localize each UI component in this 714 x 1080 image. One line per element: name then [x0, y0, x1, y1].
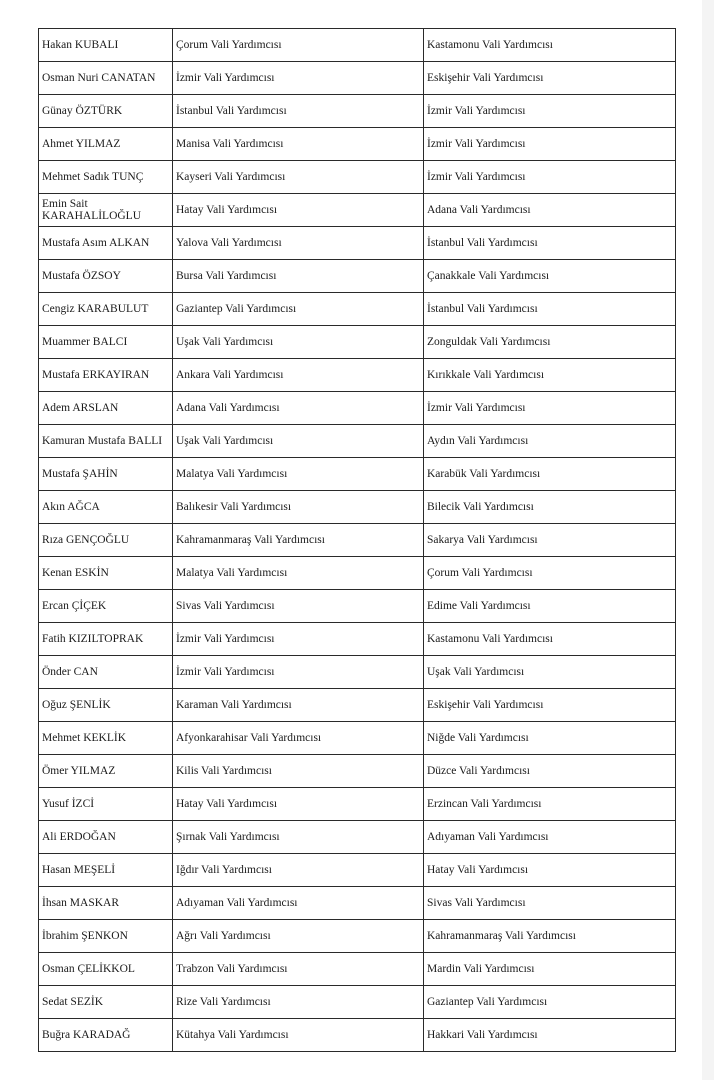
current-post-cell: Iğdır Vali Yardımcısı [173, 854, 424, 887]
table-row [39, 458, 676, 491]
current-post-cell: Ankara Vali Yardımcısı [173, 359, 424, 392]
table-row [39, 491, 676, 524]
person-name-cell: Mehmet Sadık TUNÇ [39, 161, 173, 194]
new-post-cell: İzmir Vali Yardımcısı [424, 392, 676, 425]
new-post-cell: Eskişehir Vali Yardımcısı [424, 689, 676, 722]
new-post-cell: Mardin Vali Yardımcısı [424, 953, 676, 986]
person-name-cell: Muammer BALCI [39, 326, 173, 359]
current-post-cell: Malatya Vali Yardımcısı [173, 458, 424, 491]
table-row [39, 1019, 676, 1052]
table-row [39, 722, 676, 755]
person-name-cell: Yusuf İZCİ [39, 788, 173, 821]
current-post-cell: Hatay Vali Yardımcısı [173, 194, 424, 227]
person-name-cell: Ercan ÇİÇEK [39, 590, 173, 623]
person-name-cell: Mustafa Asım ALKAN [39, 227, 173, 260]
person-name-cell: Fatih KIZILTOPRAK [39, 623, 173, 656]
new-post-cell: Gaziantep Vali Yardımcısı [424, 986, 676, 1019]
new-post-cell: Adıyaman Vali Yardımcısı [424, 821, 676, 854]
person-name-cell: Ahmet YILMAZ [39, 128, 173, 161]
table-row [39, 194, 676, 227]
current-post-cell: Gaziantep Vali Yardımcısı [173, 293, 424, 326]
current-post-cell: Afyonkarahisar Vali Yardımcısı [173, 722, 424, 755]
new-post-cell: Eskişehir Vali Yardımcısı [424, 62, 676, 95]
table-row [39, 821, 676, 854]
person-name-cell: Kamuran Mustafa BALLI [39, 425, 173, 458]
person-name-cell: Adem ARSLAN [39, 392, 173, 425]
new-post-cell: Erzincan Vali Yardımcısı [424, 788, 676, 821]
current-post-cell: Malatya Vali Yardımcısı [173, 557, 424, 590]
table-row [39, 689, 676, 722]
new-post-cell: Sakarya Vali Yardımcısı [424, 524, 676, 557]
current-post-cell: Balıkesir Vali Yardımcısı [173, 491, 424, 524]
person-name-cell: Akın AĞCA [39, 491, 173, 524]
table-row [39, 29, 676, 62]
new-post-cell: Kastamonu Vali Yardımcısı [424, 623, 676, 656]
current-post-cell: Ağrı Vali Yardımcısı [173, 920, 424, 953]
table-row [39, 854, 676, 887]
new-post-cell: Adana Vali Yardımcısı [424, 194, 676, 227]
table-row [39, 953, 676, 986]
table-row [39, 623, 676, 656]
table-row [39, 986, 676, 1019]
current-post-cell: İzmir Vali Yardımcısı [173, 656, 424, 689]
person-name-cell: Günay ÖZTÜRK [39, 95, 173, 128]
current-post-cell: Bursa Vali Yardımcısı [173, 260, 424, 293]
current-post-cell: İzmir Vali Yardımcısı [173, 623, 424, 656]
new-post-cell: Zonguldak Vali Yardımcısı [424, 326, 676, 359]
new-post-cell: İzmir Vali Yardımcısı [424, 161, 676, 194]
current-post-cell: İzmir Vali Yardımcısı [173, 62, 424, 95]
table-row [39, 359, 676, 392]
person-name-cell: Cengiz KARABULUT [39, 293, 173, 326]
person-name-cell: Hakan KUBALI [39, 29, 173, 62]
table-row [39, 326, 676, 359]
table-row [39, 788, 676, 821]
current-post-cell: Rize Vali Yardımcısı [173, 986, 424, 1019]
person-name-cell: Osman Nuri CANATAN [39, 62, 173, 95]
table-row [39, 128, 676, 161]
new-post-cell: Niğde Vali Yardımcısı [424, 722, 676, 755]
new-post-cell: İzmir Vali Yardımcısı [424, 128, 676, 161]
person-name-cell: Hasan MEŞELİ [39, 854, 173, 887]
new-post-cell: İstanbul Vali Yardımcısı [424, 293, 676, 326]
new-post-cell: Hakkari Vali Yardımcısı [424, 1019, 676, 1052]
table-row [39, 227, 676, 260]
person-name-cell: İbrahim ŞENKON [39, 920, 173, 953]
table-row [39, 161, 676, 194]
person-name-cell: Mustafa ÖZSOY [39, 260, 173, 293]
person-name-cell: Mehmet KEKLİK [39, 722, 173, 755]
person-name-cell: Rıza GENÇOĞLU [39, 524, 173, 557]
current-post-cell: Yalova Vali Yardımcısı [173, 227, 424, 260]
current-post-cell: Adana Vali Yardımcısı [173, 392, 424, 425]
current-post-cell: İstanbul Vali Yardımcısı [173, 95, 424, 128]
person-name-cell: Emin Sait KARAHALİLOĞLU [39, 194, 173, 227]
person-name-cell: Ömer YILMAZ [39, 755, 173, 788]
current-post-cell: Kahramanmaraş Vali Yardımcısı [173, 524, 424, 557]
new-post-cell: Düzce Vali Yardımcısı [424, 755, 676, 788]
table-row [39, 425, 676, 458]
table-row [39, 755, 676, 788]
person-name-cell: Mustafa ŞAHİN [39, 458, 173, 491]
new-post-cell: Kastamonu Vali Yardımcısı [424, 29, 676, 62]
person-name-cell: Buğra KARADAĞ [39, 1019, 173, 1052]
current-post-cell: Trabzon Vali Yardımcısı [173, 953, 424, 986]
current-post-cell: Kütahya Vali Yardımcısı [173, 1019, 424, 1052]
table-row [39, 95, 676, 128]
table-row [39, 590, 676, 623]
new-post-cell: Edime Vali Yardımcısı [424, 590, 676, 623]
current-post-cell: Kilis Vali Yardımcısı [173, 755, 424, 788]
table-row [39, 293, 676, 326]
person-name-cell: İhsan MASKAR [39, 887, 173, 920]
table-row [39, 62, 676, 95]
person-name-cell: Kenan ESKİN [39, 557, 173, 590]
appointments-table [38, 28, 676, 1052]
current-post-cell: Adıyaman Vali Yardımcısı [173, 887, 424, 920]
person-name-cell: Önder CAN [39, 656, 173, 689]
current-post-cell: Kayseri Vali Yardımcısı [173, 161, 424, 194]
current-post-cell: Karaman Vali Yardımcısı [173, 689, 424, 722]
new-post-cell: Hatay Vali Yardımcısı [424, 854, 676, 887]
person-name-cell: Oğuz ŞENLİK [39, 689, 173, 722]
new-post-cell: Bilecik Vali Yardımcısı [424, 491, 676, 524]
new-post-cell: İstanbul Vali Yardımcısı [424, 227, 676, 260]
table-row [39, 887, 676, 920]
new-post-cell: Kırıkkale Vali Yardımcısı [424, 359, 676, 392]
current-post-cell: Sivas Vali Yardımcısı [173, 590, 424, 623]
table-row [39, 260, 676, 293]
page-edge-shadow [702, 0, 714, 1080]
table-row [39, 656, 676, 689]
table-row [39, 557, 676, 590]
new-post-cell: Karabük Vali Yardımcısı [424, 458, 676, 491]
new-post-cell: Aydın Vali Yardımcısı [424, 425, 676, 458]
current-post-cell: Şırnak Vali Yardımcısı [173, 821, 424, 854]
new-post-cell: İzmir Vali Yardımcısı [424, 95, 676, 128]
person-name-cell: Osman ÇELİKKOL [39, 953, 173, 986]
new-post-cell: Uşak Vali Yardımcısı [424, 656, 676, 689]
current-post-cell: Uşak Vali Yardımcısı [173, 326, 424, 359]
person-name-cell: Ali ERDOĞAN [39, 821, 173, 854]
new-post-cell: Sivas Vali Yardımcısı [424, 887, 676, 920]
new-post-cell: Çanakkale Vali Yardımcısı [424, 260, 676, 293]
table-row [39, 920, 676, 953]
current-post-cell: Manisa Vali Yardımcısı [173, 128, 424, 161]
person-name-cell: Sedat SEZİK [39, 986, 173, 1019]
current-post-cell: Hatay Vali Yardımcısı [173, 788, 424, 821]
new-post-cell: Kahramanmaraş Vali Yardımcısı [424, 920, 676, 953]
current-post-cell: Uşak Vali Yardımcısı [173, 425, 424, 458]
current-post-cell: Çorum Vali Yardımcısı [173, 29, 424, 62]
table-row [39, 392, 676, 425]
appointments-table-body [39, 29, 676, 1052]
person-name-cell: Mustafa ERKAYIRAN [39, 359, 173, 392]
table-row [39, 524, 676, 557]
new-post-cell: Çorum Vali Yardımcısı [424, 557, 676, 590]
